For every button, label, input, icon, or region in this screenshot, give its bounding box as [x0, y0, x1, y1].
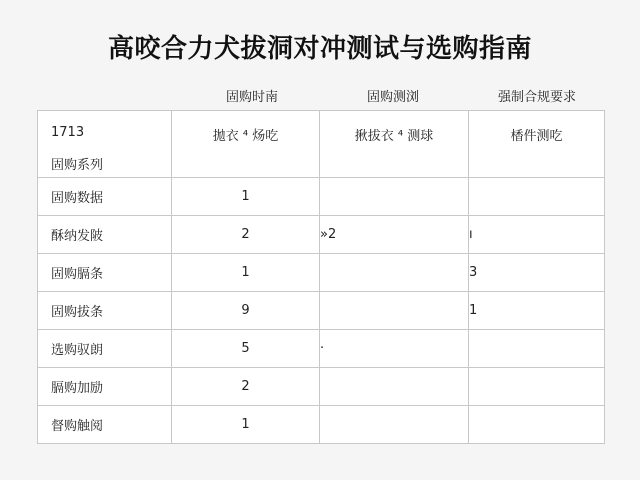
guide-table [37, 110, 605, 444]
page-title: 高咬合力犬拔洞对冲测试与选购指南 [107, 34, 532, 64]
table-row [38, 406, 605, 444]
table-cell [469, 368, 605, 406]
row-label [38, 111, 172, 178]
row-label: 固购数据 [38, 178, 172, 216]
table-cell [320, 178, 469, 216]
table-cell [469, 178, 605, 216]
table-cell: ı [469, 216, 605, 254]
table-cell [320, 254, 469, 292]
table-row [38, 216, 605, 254]
table-cell: 2 [172, 368, 320, 406]
table-cell: 3 [469, 254, 605, 292]
table-row [38, 330, 605, 368]
table-cell: 揪拔衣 ⁴ 测球 [320, 111, 469, 178]
table-row [38, 368, 605, 406]
table-cell [320, 292, 469, 330]
table-cell: 1 [172, 406, 320, 444]
table-row-header [38, 111, 605, 178]
table-cell: · [320, 330, 469, 368]
table-cell [469, 330, 605, 368]
column-header-2: 固购测浏 [366, 90, 419, 105]
table-row [38, 178, 605, 216]
table-cell: 9 [172, 292, 320, 330]
table-cell: 拋衣 ⁴ 炀吃 [172, 111, 320, 178]
row-label: 酥纳发陂 [38, 216, 172, 254]
table-cell [469, 406, 605, 444]
row-label: 督购触阅 [38, 406, 172, 444]
column-header-1: 固购时南 [225, 90, 278, 105]
row-label: 膈购加励 [38, 368, 172, 406]
table-cell: 1 [172, 178, 320, 216]
table-cell: »2 [320, 216, 469, 254]
table-cell: 楿件测吃 [469, 111, 605, 178]
table-cell [320, 406, 469, 444]
row-label: 固购膈条 [38, 254, 172, 292]
table-cell: 1 [172, 254, 320, 292]
table-row [38, 254, 605, 292]
table-cell: 5 [172, 330, 320, 368]
row-label-top: 1713 [51, 125, 85, 140]
table-row [38, 292, 605, 330]
table-cell: 1 [469, 292, 605, 330]
row-label-bottom: 固购系列 [51, 158, 104, 173]
column-headers [0, 86, 640, 106]
table-cell: 2 [172, 216, 320, 254]
row-label: 选购驭朗 [38, 330, 172, 368]
row-label: 固购拔条 [38, 292, 172, 330]
table-cell [320, 368, 469, 406]
column-header-3: 强制合规要求 [497, 90, 576, 105]
